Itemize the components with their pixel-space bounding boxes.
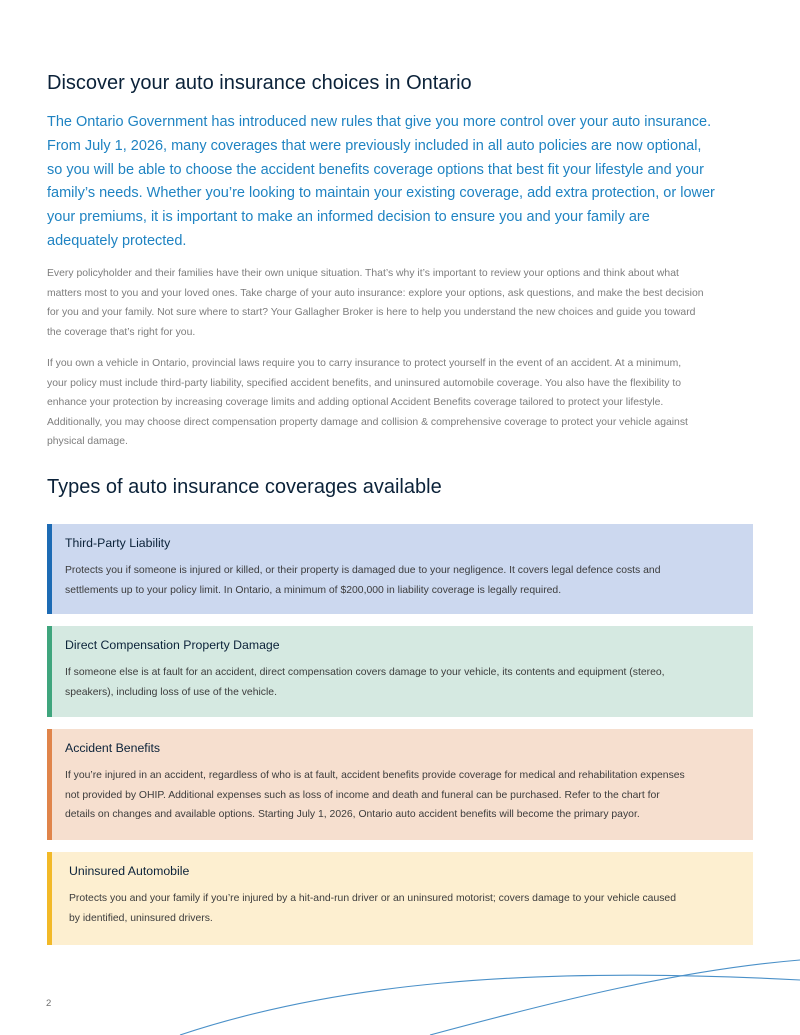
body-line: your policy must include third-party liability, specified accident benefits, and uninsured automobile coverage. You also have the flexibility to — [47, 377, 681, 389]
coverage-card-text — [69, 889, 749, 928]
coverage-card-third-party-liability — [47, 524, 753, 614]
coverage-card-text — [65, 766, 745, 825]
intro-line: The Ontario Government has introduced new rules that give you more control over your auto insurance. — [47, 114, 712, 130]
body-paragraph-requirements — [47, 354, 759, 452]
intro-line: so you will be able to choose the accident benefits coverage options that best fit your lifestyle and your — [47, 161, 704, 178]
body-line: Every policyholder and their families have their own unique situation. That’s why it’s important to review your options and think about what — [47, 268, 679, 279]
coverage-line: by identified, uninsured drivers. — [69, 912, 213, 924]
body-line: enhance your protection by increasing coverage limits and adding optional Accident Benefits coverage tailored to protect your lifestyle. — [47, 397, 664, 409]
coverage-card-text — [65, 561, 745, 600]
body-line: for you and your family. Not sure where to start? Your Gallagher Broker is here to help you understand the new choices and guide you toward — [47, 307, 696, 319]
coverage-line: settlements up to your policy limit. In Ontario, a minimum of $200,000 in liability coverage is legally required. — [65, 584, 562, 596]
body-line: physical damage. — [47, 436, 128, 448]
decorative-swoosh — [0, 940, 800, 1035]
coverage-line: Protects you and your family if you’re injured by a hit-and-run driver or an uninsured motorist; covers damage to your vehicle caused — [69, 893, 676, 904]
coverage-card-title: Uninsured Automobile — [69, 864, 190, 878]
coverage-line: not provided by OHIP. Additional expenses such as loss of income and death and funeral can be purchased. Refer to the chart for — [65, 789, 660, 801]
intro-paragraph — [47, 111, 747, 254]
coverage-card-direct-compensation — [47, 626, 753, 717]
coverage-card-text — [65, 663, 745, 702]
intro-line: family’s needs. Whether you’re looking to maintain your existing coverage, add extra protection, or lower — [47, 185, 715, 202]
page-heading: Discover your auto insurance choices in Ontario — [47, 72, 472, 94]
coverage-heading: Types of auto insurance coverages available — [47, 476, 442, 498]
intro-line: From July 1, 2026, many coverages that were previously included in all auto policies are now optional, — [47, 137, 702, 154]
coverage-card-title: Third-Party Liability — [65, 536, 171, 550]
coverage-line: details on changes and available options. Starting July 1, 2026, Ontario auto accident benefits will become the primary payor. — [65, 809, 640, 821]
coverage-card-title: Direct Compensation Property Damage — [65, 638, 280, 652]
intro-line: your premiums, it is important to make an informed decision to ensure you and your family are — [47, 209, 650, 226]
body-line: the coverage that’s right for you. — [47, 326, 196, 338]
coverage-card-uninsured-automobile — [47, 852, 753, 945]
body-line: If you own a vehicle in Ontario, provincial laws require you to carry insurance to protect yourself in the event of an accident. At a minimum, — [47, 358, 682, 369]
coverage-line: speakers), including loss of use of the vehicle. — [65, 686, 277, 698]
coverage-line: If you’re injured in an accident, regardless of who is at fault, accident benefits provide coverage for medical and rehabilitation expenses — [65, 770, 685, 781]
coverage-card-accident-benefits — [47, 729, 753, 840]
page-number: 2 — [46, 998, 52, 1009]
body-line: Additionally, you may choose direct compensation property damage and collision & comprehensive coverage to protect your vehicle against — [47, 416, 688, 428]
coverage-line: If someone else is at fault for an accident, direct compensation covers damage to your vehicle, its contents and equipment (stereo, — [65, 667, 665, 678]
coverage-card-title: Accident Benefits — [65, 741, 161, 755]
body-line: matters most to you and your loved ones. Take charge of your auto insurance: explore your options, ask questions, and make the best decision — [47, 287, 704, 299]
body-paragraph-options — [47, 264, 759, 342]
coverage-line: Protects you if someone is injured or killed, or their property is damaged due to your negligence. It covers legal defence costs and — [65, 565, 661, 576]
intro-line: adequately protected. — [47, 232, 187, 249]
